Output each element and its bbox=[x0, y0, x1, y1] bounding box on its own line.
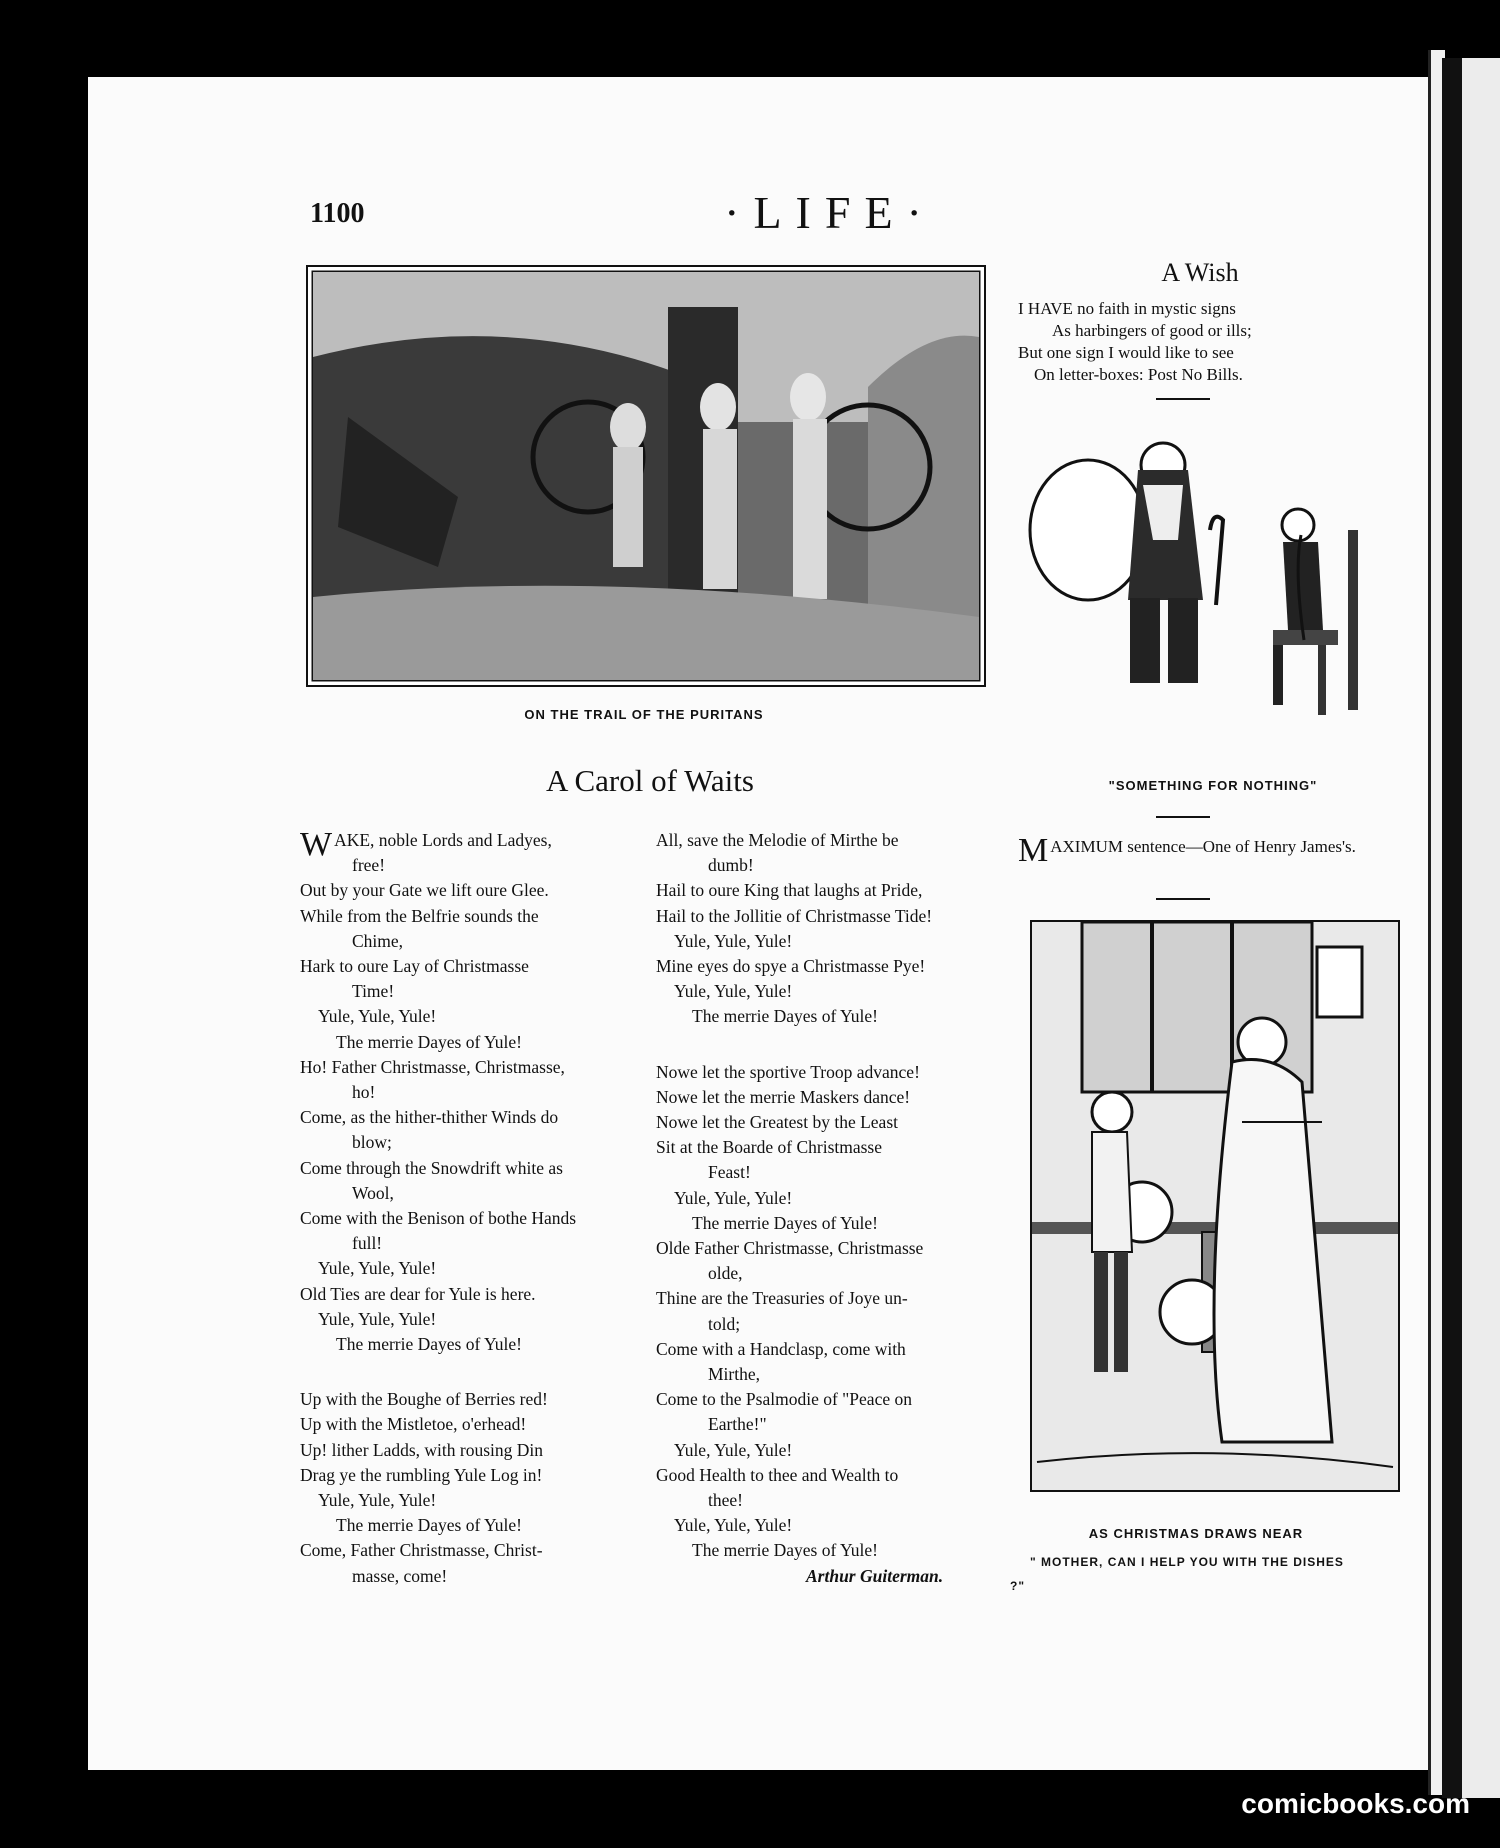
puritans-caption: ON THE TRAIL OF THE PURITANS bbox=[524, 707, 764, 722]
poem-line: Earthe!" bbox=[708, 1414, 767, 1435]
poem-line: Wool, bbox=[352, 1182, 394, 1203]
poem-column-1 bbox=[300, 828, 632, 1589]
poem-line: Come with a Handclasp, come with bbox=[656, 1338, 906, 1359]
poem-column-2 bbox=[656, 828, 996, 1589]
poem-line: Ho! Father Christmasse, Christmasse, bbox=[300, 1056, 565, 1077]
poem-line: Good Health to thee and Wealth to bbox=[656, 1464, 899, 1485]
poem-line: Hail to oure King that laughs at Pride, bbox=[656, 880, 923, 901]
kitchen-cartoon bbox=[1030, 920, 1400, 1492]
poem-line: olde, bbox=[708, 1263, 743, 1284]
poem-line: Up with the Boughe of Berries red! bbox=[300, 1389, 548, 1410]
poem-line: Yule, Yule, Yule! bbox=[674, 1439, 793, 1460]
poem-line: Come, Father Christmasse, Christ- bbox=[300, 1540, 543, 1561]
poem-line: Yule, Yule, Yule! bbox=[318, 1308, 437, 1329]
poem-line: The merrie Dayes of Yule! bbox=[336, 1031, 522, 1052]
poem-line: masse, come! bbox=[352, 1565, 448, 1586]
poem-line: The merrie Dayes of Yule! bbox=[692, 1212, 878, 1233]
poem-line: Mine eyes do spye a Christmasse Pye! bbox=[656, 956, 926, 977]
wish-verse bbox=[1018, 298, 1252, 386]
wish-line: As harbingers of good or ills; bbox=[1052, 321, 1252, 340]
poem-line: free! bbox=[352, 855, 386, 876]
poem-line: Out by your Gate we lift oure Glee. bbox=[300, 880, 549, 901]
poem-line: Yule, Yule, Yule! bbox=[674, 1187, 793, 1208]
poem-line: The merrie Dayes of Yule! bbox=[336, 1515, 522, 1536]
poem-line: Nowe let the Greatest by the Least bbox=[656, 1112, 898, 1133]
poem-line: The merrie Dayes of Yule! bbox=[692, 1006, 878, 1027]
poem-line: Yule, Yule, Yule! bbox=[674, 1515, 793, 1536]
poem-line: Chime, bbox=[352, 930, 404, 951]
watermark-text: comicbooks.com bbox=[1241, 1788, 1470, 1819]
poem-line: thee! bbox=[708, 1490, 743, 1511]
poem-line: Yule, Yule, Yule! bbox=[318, 1006, 437, 1027]
poem-line: blow; bbox=[352, 1132, 392, 1153]
kitchen-title: AS CHRISTMAS DRAWS NEAR bbox=[1088, 1526, 1304, 1541]
poem-line: Hark to oure Lay of Christmasse bbox=[300, 956, 529, 977]
poem-line: The merrie Dayes of Yule! bbox=[336, 1334, 522, 1355]
wish-line: But one sign I would like to see bbox=[1018, 343, 1234, 362]
poem-line: Old Ties are dear for Yule is here. bbox=[300, 1283, 536, 1304]
poem-line: Come to the Psalmodie of "Peace on bbox=[656, 1389, 912, 1410]
poem-line: Up with the Mistletoe, o'erhead! bbox=[300, 1414, 527, 1435]
puritans-illustration bbox=[306, 265, 986, 687]
page-number: 1100 bbox=[310, 198, 365, 229]
poem-line: Feast! bbox=[708, 1162, 751, 1183]
poem-line: Mirthe, bbox=[708, 1364, 761, 1385]
poem-line: Nowe let the sportive Troop advance! bbox=[656, 1061, 920, 1082]
poem-line: Yule, Yule, Yule! bbox=[318, 1258, 437, 1279]
poem-line: full! bbox=[352, 1233, 383, 1254]
poem-line: WAKE, noble Lords and Ladyes, bbox=[300, 826, 552, 863]
poem-line: While from the Belfrie sounds the bbox=[300, 905, 539, 926]
poem-line: The merrie Dayes of Yule! bbox=[692, 1540, 878, 1561]
divider bbox=[1156, 898, 1210, 900]
poem-title: A Carol of Waits bbox=[546, 763, 754, 798]
wish-line: On letter-boxes: Post No Bills. bbox=[1034, 365, 1243, 384]
magazine-masthead: ·LIFE· bbox=[724, 187, 936, 238]
poem-line: Come through the Snowdrift white as bbox=[300, 1157, 563, 1178]
maximum-text: AXIMUM sentence—One of Henry James's. bbox=[1050, 837, 1356, 856]
poem-line: Come with the Benison of bothe Hands bbox=[300, 1208, 577, 1229]
poem-line: Olde Father Christmasse, Christmasse bbox=[656, 1238, 924, 1259]
next-page-strip bbox=[1442, 58, 1500, 1798]
wish-line: I HAVE no faith in mystic signs bbox=[1018, 299, 1236, 318]
maximum-joke: MAXIMUM sentence—One of Henry James's. bbox=[1018, 832, 1356, 869]
poem-line: Thine are the Treasuries of Joye un- bbox=[656, 1288, 908, 1309]
poem-line: Drag ye the rumbling Yule Log in! bbox=[300, 1464, 543, 1485]
santa-caption: "SOMETHING FOR NOTHING" bbox=[1108, 778, 1318, 793]
poem-line: dumb! bbox=[708, 855, 754, 876]
divider bbox=[1156, 816, 1210, 818]
poem-line: All, save the Melodie of Mirthe be bbox=[656, 830, 899, 850]
poem-line: Sit at the Boarde of Christmasse bbox=[656, 1137, 883, 1158]
poem-line: Come, as the hither-thither Winds do bbox=[300, 1107, 559, 1128]
poem-line: Yule, Yule, Yule! bbox=[674, 930, 793, 951]
poem-line: Time! bbox=[352, 981, 395, 1002]
wish-title: A Wish bbox=[1161, 258, 1239, 287]
poem-line: ho! bbox=[352, 1082, 376, 1103]
santa-cartoon bbox=[1018, 430, 1418, 770]
poem-line: Hail to the Jollitie of Christmasse Tide! bbox=[656, 905, 933, 926]
kitchen-caption: " MOTHER, CAN I HELP YOU WITH THE DISHES ?" bbox=[1010, 1555, 1344, 1593]
poem-line: told; bbox=[708, 1313, 741, 1334]
poem-line: Nowe let the merrie Maskers dance! bbox=[656, 1086, 911, 1107]
divider bbox=[1156, 398, 1210, 400]
poem-line: Up! lither Ladds, with rousing Din bbox=[300, 1439, 544, 1460]
poem-author: Arthur Guiterman. bbox=[806, 1565, 944, 1586]
poem-line: Yule, Yule, Yule! bbox=[674, 981, 793, 1002]
poem-line: Yule, Yule, Yule! bbox=[318, 1490, 437, 1511]
